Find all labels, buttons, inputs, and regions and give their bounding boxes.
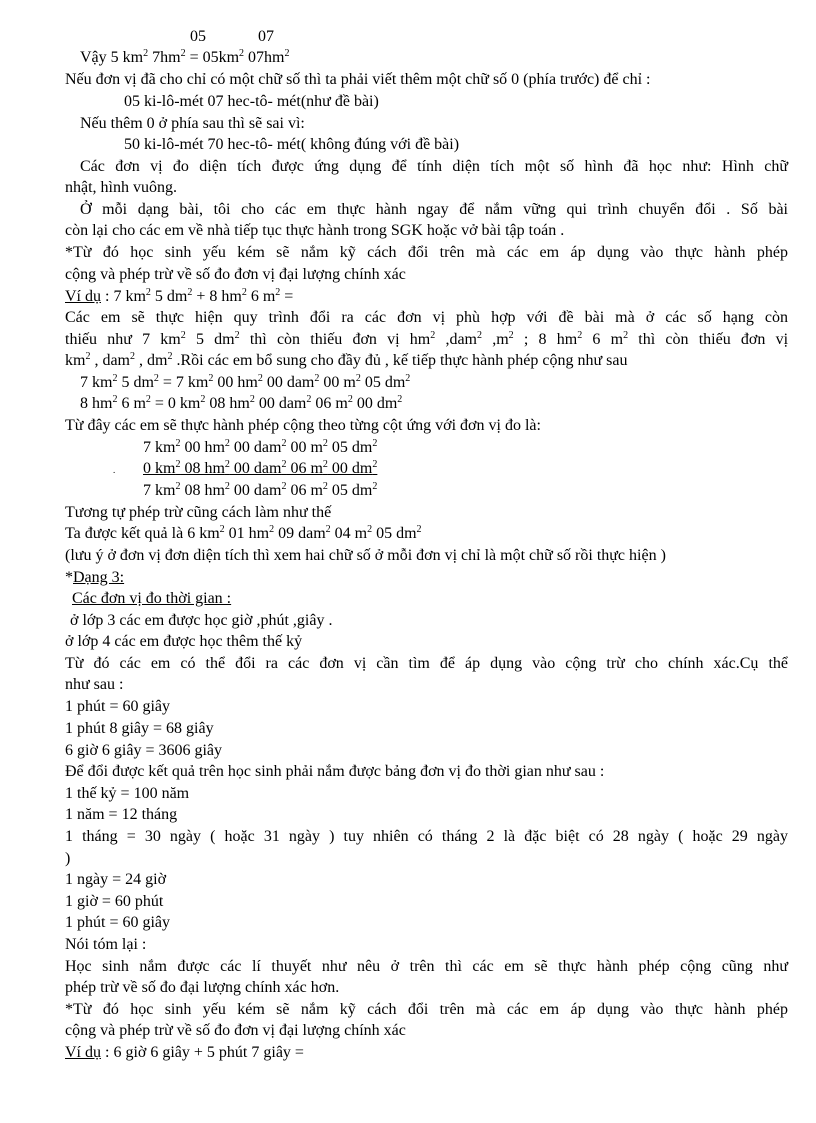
text-line: Nếu thêm 0 ở phía sau thì sẽ sai vì:: [80, 115, 305, 132]
paragraph-line: còn lại cho các em về nhà tiếp tục thực hành trong SGK hoặc vở bài tập toán .: [65, 222, 565, 239]
example-heading: Ví dụ : 7 $km^2$ 5 $dm^2 + 8$ $hm^2$ 6 $m^2$ =: [65, 287, 294, 305]
text-line: ): [65, 850, 71, 867]
equation-line: 1 ngày = 24 giờ: [65, 871, 167, 888]
addition-row-1: 7 $km^2$ 00 $hm^2$ 00 dam$^2$ 00 $m^2$ 05 $dm^2$: [143, 438, 378, 456]
conversion-row: 8 $hm^2$ 6 $m^2 = 0$ $km^2$ 08 $hm^2$ 00 dam$^2$ 06 $m^2$ 00 $dm^2$: [80, 394, 403, 412]
equation-line: 1 phút = 60 giây: [65, 914, 171, 931]
equation-line: 1 phút = 60 giây: [65, 698, 171, 715]
equation-line: 1 phút 8 giây = 68 giây: [65, 720, 214, 737]
conversion-header-right: 07: [258, 28, 274, 45]
text-line: ở lớp 4 các em được học thêm thế kỷ: [65, 633, 303, 650]
addition-result-row: 7 $km^2$ 08 $hm^2$ 00 dam$^2$ 06 $m^2$ 05 $dm^2$: [143, 481, 378, 499]
equation-line: 6 giờ 6 giây = 3606 giây: [65, 742, 223, 759]
paragraph-line: cộng và phép trừ về số đo đơn vị đại lượng chính xác: [65, 266, 406, 283]
text-line: Nói tóm lại :: [65, 936, 147, 953]
text-line: 05 ki-lô-mét 07 hec-tô- mét(như đề bài): [124, 93, 379, 110]
paragraph-line: *Từ đó học sinh yếu kém sẽ nắm kỹ cách đổi trên mà các em áp dụng vào thực hành phép: [65, 1001, 788, 1018]
paragraph-line: Các em sẽ thực hiện quy trình đổi ra các đơn vị phù hợp với đề bài mà ở các số hạng còn: [65, 309, 788, 326]
addition-row-2: 0 $km^2$ 08 $hm^2$ 00 dam$^2$ 06 $m^2$ 00 $dm^2$: [143, 459, 378, 477]
equation-line: 1 thế kỷ = 100 năm: [65, 785, 190, 802]
conversion-row: 7 $km^2$ 5 $dm^2 = 7$ $km^2$ 00 $hm^2$ 00 dam$^2$ 00 $m^2$ 05 $dm^2$: [80, 373, 411, 391]
text-line: 50 ki-lô-mét 70 hec-tô- mét( không đúng với đề bài): [124, 136, 460, 153]
section-heading: *Dạng 3:: [65, 569, 125, 586]
paragraph-line: *Từ đó học sinh yếu kém sẽ nắm kỹ cách đổi trên mà các em áp dụng vào thực hành phép: [65, 244, 788, 261]
equation-line: 1 giờ = 60 phút: [65, 893, 164, 910]
paragraph-line: thiếu như 7 $km^2$ 5 $dm^2$ thì còn thiếu đơn vị $hm^2$ ,dam$^2$ $,m^2$ ; 8 $hm^2$ 6 $m^2$ thì còn thiếu đơn vị: [65, 330, 789, 348]
equation-line: 1 năm = 12 tháng: [65, 806, 178, 823]
paragraph-line: Học sinh nắm được các lí thuyết như nêu ở trên thì các em sẽ thực hành phép cộng cũng như: [65, 958, 788, 975]
paragraph-line: như sau :: [65, 676, 124, 693]
subsection-heading: Các đơn vị đo thời gian :: [72, 590, 232, 607]
paragraph-line: phép trừ về số đo đại lượng chính xác hơn.: [65, 979, 340, 996]
equation-line: 1 tháng = 30 ngày ( hoặc 31 ngày ) tuy nhiên có tháng 2 là đặc biệt có 28 ngày ( hoặc 29 ngày: [65, 828, 788, 845]
example-heading: Ví dụ : 6 giờ 6 giây + 5 phút 7 giây =: [65, 1044, 304, 1061]
paragraph-line: Tương tự phép trừ cũng cách làm như thế: [65, 504, 332, 521]
conversion-header-left: 05: [190, 28, 206, 45]
stray-dot: .: [113, 465, 116, 475]
paragraph-line: Các đơn vị đo diện tích được ứng dụng để tính diện tích một số hình đã học như: Hình chữ: [80, 158, 788, 175]
paragraph-line: Từ đây các em sẽ thực hành phép cộng theo từng cột ứng với đơn vị đo là:: [65, 417, 541, 434]
text-line: Nếu đơn vị đã cho chỉ có một chữ số thì ta phải viết thêm một chữ số 0 (phía trước) để chỉ :: [65, 71, 651, 88]
conversion-example-line: Vậy 5 $km^2$ $7hm^2 = 05km^2$ $07hm^2$: [80, 48, 290, 66]
paragraph-line: Từ đó các em có thể đổi ra các đơn vị cần tìm để áp dụng vào cộng trừ cho chính xác.Cụ thể: [65, 655, 788, 672]
paragraph-line: cộng và phép trừ về số đo đơn vị đại lượng chính xác: [65, 1022, 406, 1039]
paragraph-line: nhật, hình vuông.: [65, 179, 177, 196]
note-line: (lưu ý ở đơn vị đơn diện tích thì xem hai chữ số ở mỗi đơn vị chỉ là một chữ số rồi thực hiện ): [65, 547, 666, 564]
text-line: ở lớp 3 các em được học giờ ,phút ,giây .: [70, 612, 333, 629]
paragraph-line: Ở mỗi dạng bài, tôi cho các em thực hành ngay để nắm vững qui trình chuyển đổi . Số bài: [80, 201, 788, 218]
paragraph-line: Để đổi được kết quả trên học sinh phải nắm được bảng đơn vị đo thời gian như sau :: [65, 763, 605, 780]
paragraph-line: $km^2$ , dam$^2$ , $dm^2$ .Rồi các em bổ sung cho đầy đủ , kế tiếp thực hành phép cộng như sau: [65, 351, 628, 369]
result-line: Ta được kết quả là 6 $km^2$ 01 $hm^2$ 09 dam$^2$ 04 $m^2$ 05 $dm^2$: [65, 524, 422, 542]
